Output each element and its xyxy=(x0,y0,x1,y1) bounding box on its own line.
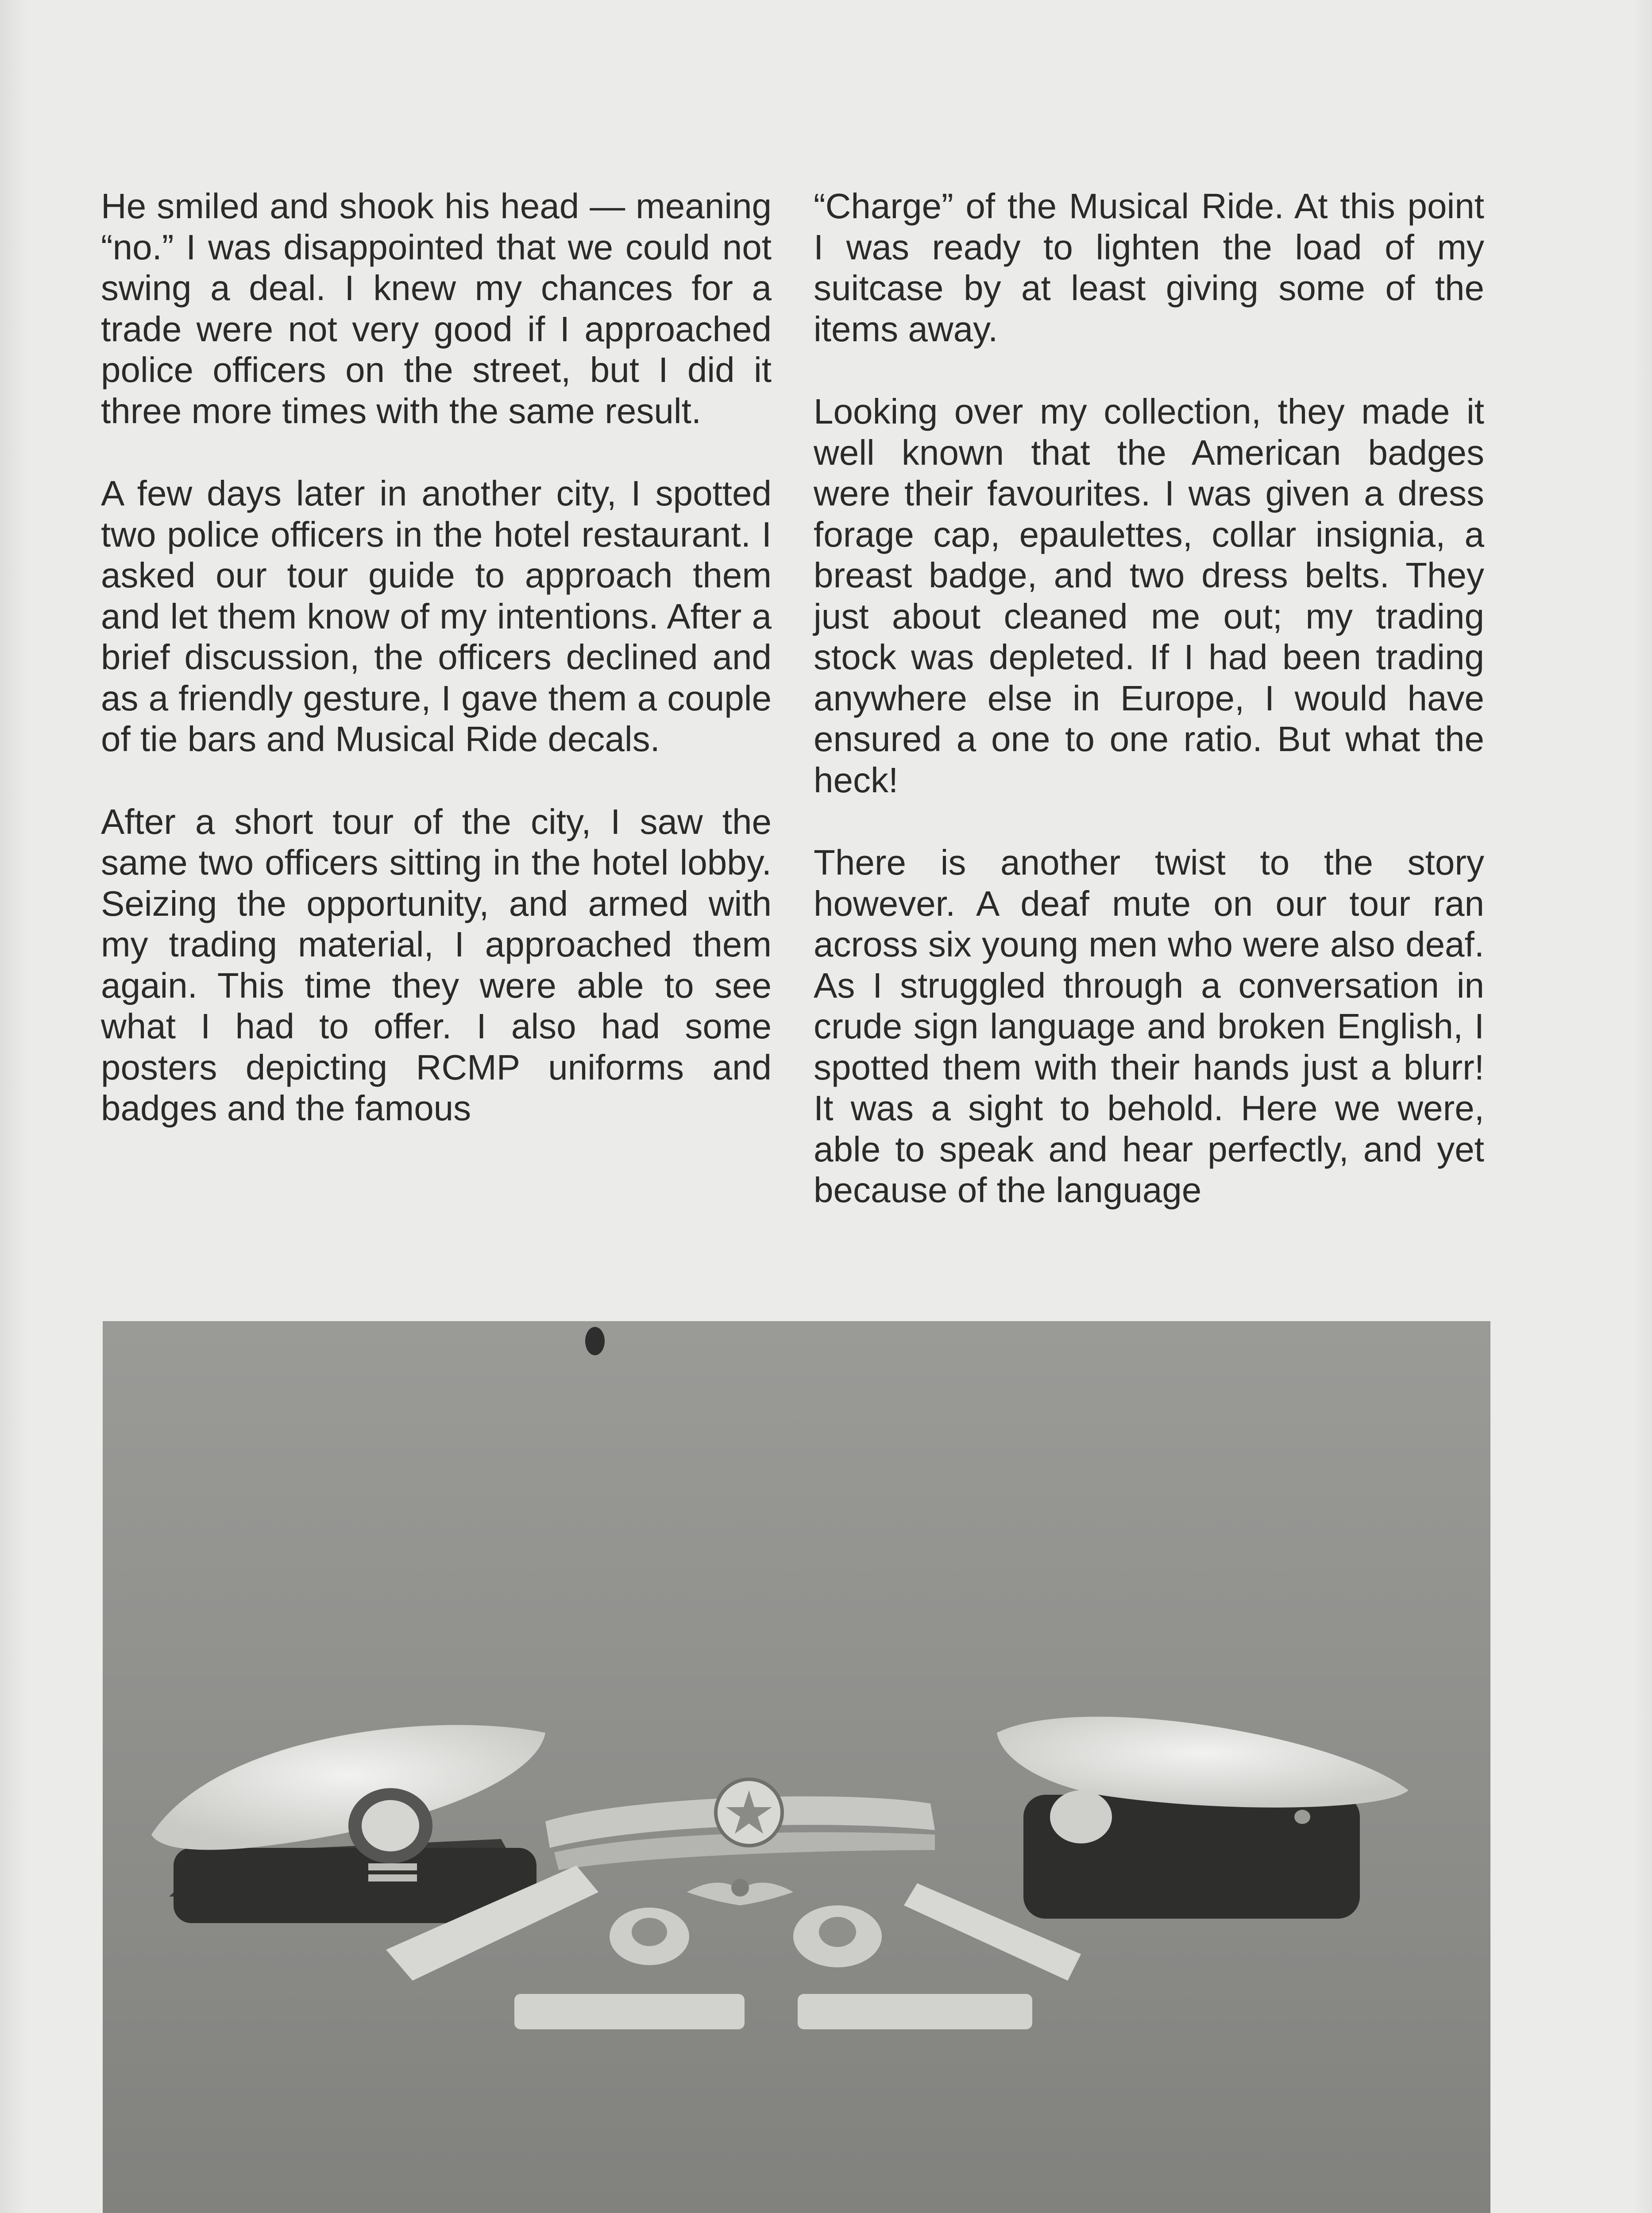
article-column-left xyxy=(101,186,772,1129)
uniform-items-photo xyxy=(103,1321,1490,2213)
paragraph: “Charge” of the Musical Ride. At this point I was ready to lighten the load of my suitcase by at least giving some of the items away. xyxy=(814,186,1484,349)
photo-illustration xyxy=(103,1321,1490,2213)
paragraph: After a short tour of the city, I saw the same two officers sitting in the hotel lobby. Seizing the opportunity, and armed with my trading material, I approached them again. This time they were able to see what I had to offer. I also had some posters depicting RCMP uniforms and badges and the famous xyxy=(101,802,772,1128)
paragraph: There is another twist to the story however. A deaf mute on our tour ran across six young men who were also deaf. As I struggled through a conversation in crude sign language and broken English, I spotted them with their hands just a blurr! It was a sight to behold. Here we were, able to speak and hear perfectly, and yet because of the language xyxy=(814,843,1484,1210)
paragraph: He smiled and shook his head — meaning “no.” I was disappointed that we could not swing a deal. I knew my chances for a trade were not very good if I approached police officers on the street, but I did it three more times with the same result. xyxy=(101,186,772,431)
paragraph: Looking over my collection, they made it well known that the American badges were their favourites. I was given a dress forage cap, epaulettes, collar insignia, a breast badge, and two dress belts. They just about cleaned me out; my trading stock was depleted. If I had been trading anywhere else in Europe, I would have ensured a one to one ratio. But what the heck! xyxy=(814,392,1484,800)
article-column-right xyxy=(814,186,1484,1211)
paragraph: A few days later in another city, I spotted two police officers in the hotel restaurant. I asked our tour guide to approach them and let them know of my intentions. After a brief discussion, the officers declined and as a friendly gesture, I gave them a couple of tie bars and Musical Ride decals. xyxy=(101,474,772,759)
